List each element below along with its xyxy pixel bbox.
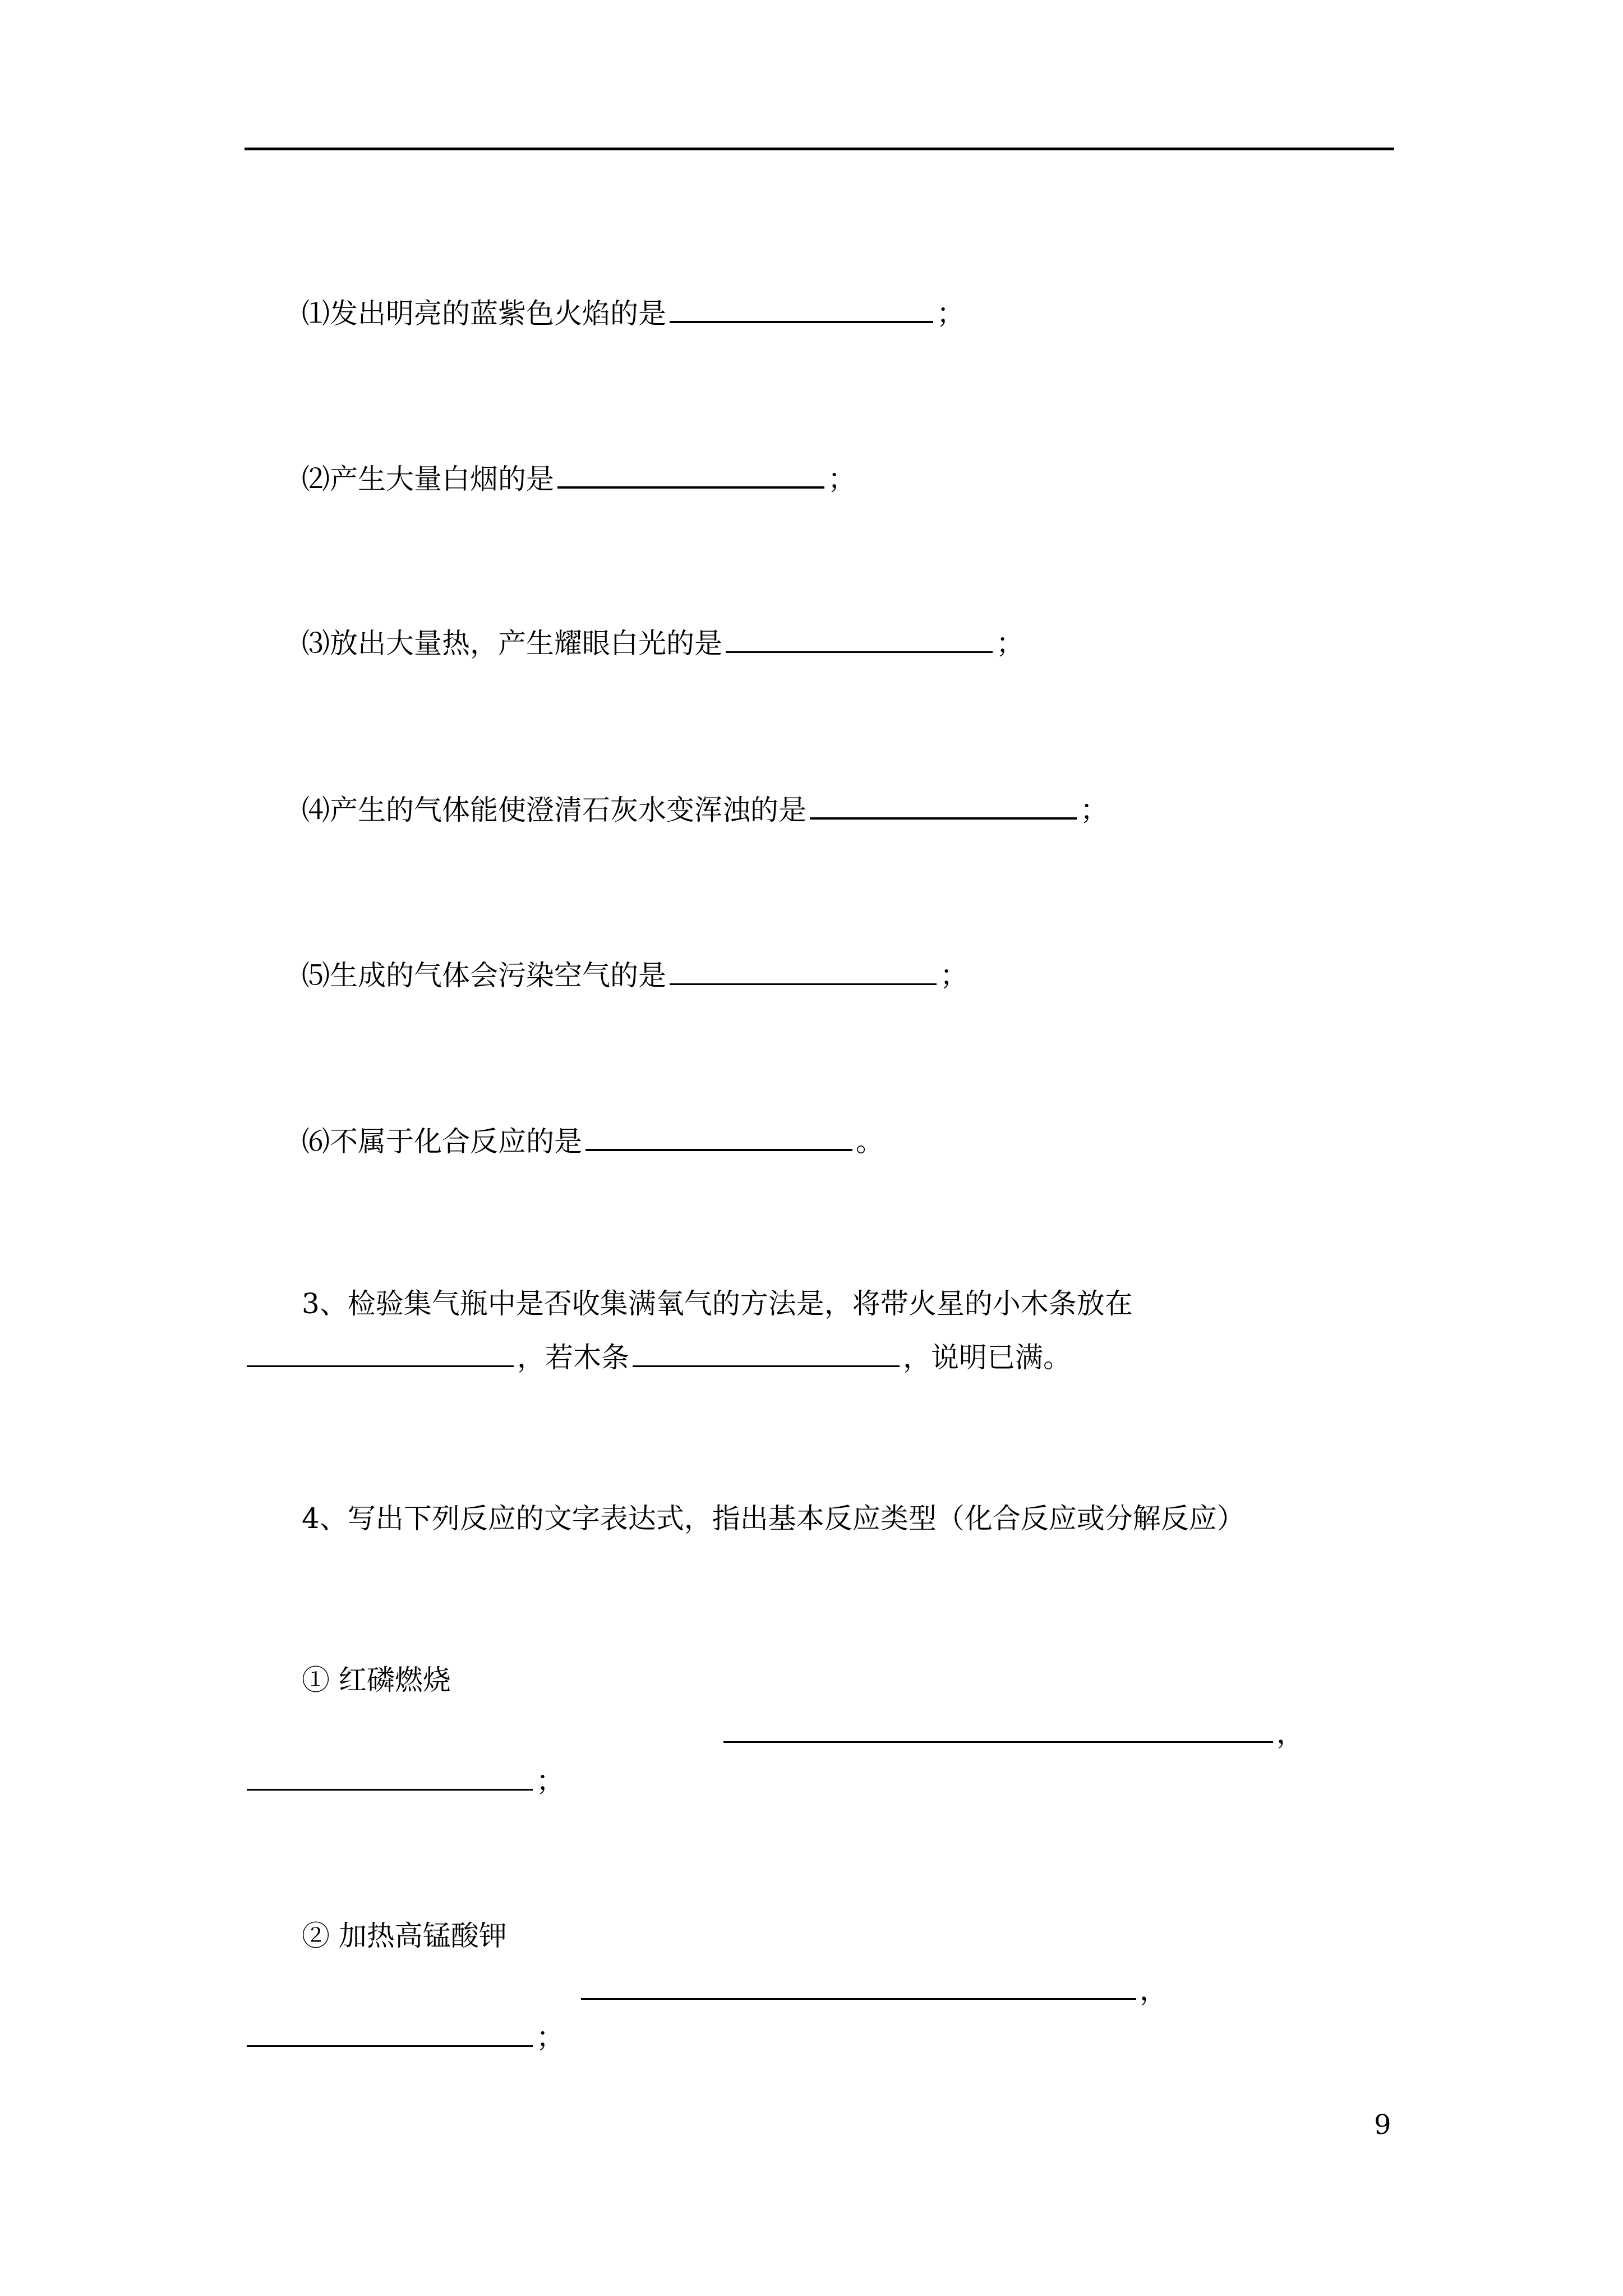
item-end: ； xyxy=(536,1765,564,1797)
question-2-item-5 xyxy=(302,953,968,990)
expression-blank[interactable] xyxy=(723,1711,1273,1743)
type-blank[interactable] xyxy=(247,2015,533,2047)
question-4-title xyxy=(302,1500,1245,1537)
question-4-item-2-label xyxy=(302,1917,507,1954)
page-number: 9 xyxy=(1374,2109,1391,2141)
question-text: ⑹不属于化合反应的是 xyxy=(302,1125,582,1158)
question-text: ⑸生成的气体会污染空气的是 xyxy=(302,959,666,992)
question-3-line-2 xyxy=(247,1335,1071,1372)
question-end: 。 xyxy=(856,1125,884,1158)
header-rule xyxy=(245,148,1394,150)
question-2-item-6 xyxy=(302,1119,884,1156)
question-end: ； xyxy=(937,297,965,330)
question-3-end: ，说明已满。 xyxy=(903,1341,1071,1374)
question-4-item-1-expression xyxy=(723,1711,1304,1748)
question-end: ； xyxy=(828,463,856,495)
item-comma: ， xyxy=(1276,1717,1304,1750)
question-end: ； xyxy=(1080,794,1108,826)
expression-blank[interactable] xyxy=(581,1968,1136,2000)
question-end: ； xyxy=(940,959,968,992)
item-end: ； xyxy=(536,2021,564,2054)
question-2-item-1 xyxy=(302,291,965,328)
question-3-line-1 xyxy=(302,1285,1133,1322)
question-4-item-2-expression xyxy=(581,1968,1168,2005)
question-3-mid: ，若木条 xyxy=(517,1341,629,1374)
question-4-item-2-type xyxy=(247,2015,564,2052)
answer-blank[interactable] xyxy=(670,953,937,985)
answer-blank[interactable] xyxy=(810,787,1077,820)
question-end: ； xyxy=(996,627,1024,660)
item-label: ① 红磷燃烧 xyxy=(302,1664,451,1696)
question-text: ⑵产生大量白烟的是 xyxy=(302,463,554,495)
answer-blank[interactable] xyxy=(670,291,933,323)
question-text: ⑷产生的气体能使澄清石灰水变浑浊的是 xyxy=(302,794,806,826)
answer-blank[interactable] xyxy=(247,1335,514,1367)
question-3-text: 3、检验集气瓶中是否收集满氧气的方法是，将带火星的小木条放在 xyxy=(302,1287,1133,1320)
question-2-item-3 xyxy=(302,621,1024,658)
answer-blank[interactable] xyxy=(726,621,993,653)
question-4-item-1-type xyxy=(247,1759,564,1796)
answer-blank[interactable] xyxy=(633,1335,900,1367)
question-4-text: 4、写出下列反应的文字表达式，指出基本反应类型（化合反应或分解反应） xyxy=(302,1502,1245,1535)
question-4-item-1-label xyxy=(302,1662,451,1699)
item-label: ② 加热高锰酸钾 xyxy=(302,1920,507,1952)
item-comma: ， xyxy=(1140,1974,1168,2007)
type-blank[interactable] xyxy=(247,1759,533,1791)
answer-blank[interactable] xyxy=(585,1119,852,1151)
question-text: ⑶放出大量热，产生耀眼白光的是 xyxy=(302,627,722,660)
question-2-item-4 xyxy=(302,787,1108,824)
question-text: ⑴发出明亮的蓝紫色火焰的是 xyxy=(302,297,666,330)
question-2-item-2 xyxy=(302,456,856,493)
answer-blank[interactable] xyxy=(557,456,824,489)
